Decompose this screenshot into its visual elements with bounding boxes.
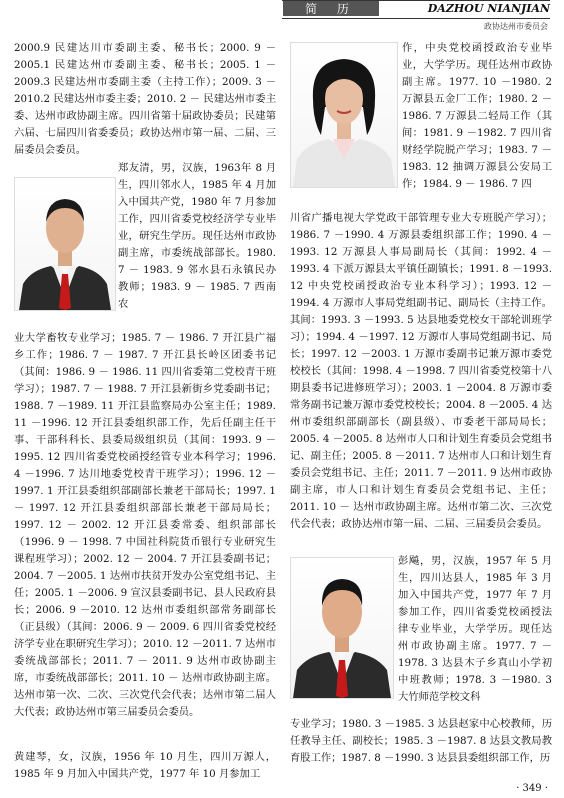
section-tab [283, 1, 379, 16]
portrait-image [15, 178, 115, 310]
portrait-image [291, 43, 397, 187]
yearbook-title: DAZHOU NIANJIAN [427, 2, 550, 15]
left-para-3: 黄建琴，女，汉族，1956 年 10 月生，四川万源人，1985 年 9 月加入中国共产党，1977 年 10 月参加工 [14, 751, 276, 780]
right-para-2a: 彭飚，男，汉族，1957 年 5 月生，四川达县人，1985 年 3 月加入中国共产党，1977 年 7 月参加工作，四川省委党校函授法律专业毕业，大学学历。现任达州市政协副主席。1977. 7 －1978. 3 达县木子乡真山小学初中班教师；1978. 3 －1980. 3 大竹师范学校文科 [398, 555, 552, 703]
right-para-1b: 川省广播电视大学党政干部管理专业大专班脱产学习）；1986. 7 －1990. 4 万源县委组织部工作；1990. 4 －1993. 12 万源县人事局副局长（其间：1992. 4 － 1993. 4 下派万源县太平镇任副镇长；1991. 8 －1993. 12 中央党校函授政治专业本科学习）；1993. 12 － 1994. 4 万源市人事局党组副书记、副局长（主持工作。其间：1993. 3 －1993. 5 达县地委党校女干部轮训班学习）；1994. 4 －1997. 12 万源市人事局党组副书记、局长；1997. 12 －2003. 1 万源市委副书记兼万源市委党校校长（其间：1998. 4 －1998. 7 四川省委党校第十八期县委书记进修班学习）；2003. 1 －2004. 8 万源市委常务副书记兼万源市委党校校长；2004. 8 －2005. 4 达州市委组织部副部长（副县级）、市委老干部局局长；2005. 4 －2005. 8 达州市人口和计划生育委员会党组书记、副主任；2005. 8 －2011. 7 达州市人口和计划生育委员会党组书记、主任；2011. 7 －2011. 9 达州市政协副主席，市人口和计划生育委员会党组书记、主任；2011. 10 － 达州市政协副主席。达州市第二次、三次党代会代表；政协达州市第一届、二届、三届委员会委员。 [290, 212, 552, 530]
right-para-1a: 作，中央党校函授政治专业毕业，大学学历。现任达州市政协副主席。1977. 10 －1980. 2 万源县五金厂工作；1980. 2 －1986. 7 万源县二轻局工作（其间：1981. 9 －1982. 7 四川省财经学院脱产学习；1983. 7 －1983. 12 抽调万源县公安局工作；1984. 9 － 1986. 7 四 [402, 42, 552, 190]
left-para-2b: 业大学畜牧专业学习；1985. 7 － 1986. 7 开江县广福乡工作；1986. 7 － 1987. 7 开江县长岭区团委书记（其间：1986. 9 － 1986. 11 四川省委第二党校青干班学习）；1987. 7 － 1988. 7 开江县新街乡党委副书记；1988. 7 －1989. 11 开江县监察局办公室主任；1989. 11 －1996. 12 开江县委组织部工作，先后任副主任干事、干部科科长、县委局级组织员（其间：1993. 9 － 1995. 12 四川省委党校函授经管专业本科学习；1996. 4 －1996. 7 达川地委党校青干班学习）；1996. 12 －1997. 1 开江县委组织部副部长兼老干部局长；1997. 1 － 1997. 12 开江县委组织部部长兼老干部局局长；1997. 12 － 2002. 12 开江县委常委、组织部部长（1996. 9 － 1998. 7 中国社科院货币银行专业研究生课程班学习）；2002. 12 － 2004. 7 开江县委副书记；2004. 7 －2005. 1 达州市扶贫开发办公室党组书记、主任；2005. 1 －2006. 9 宣汉县委副书记、县人民政府县长；2006. 9 －2010. 12 达州市委组织部常务副部长（正县级）（其间：2006. 9 － 2009. 6 四川省委党校经济学专业在职研究生学习）；2010. 12 －2011. 7 达州市委统战部部长；2011. 7 － 2011. 9 达州市政协副主席，市委统战部部长；2011. 10 － 达州市政协副主席。达州市第一次、二次、三次党代会代表；达州市第二届人大代表；政协达州市第三届委员会委员。 [14, 332, 276, 718]
left-para-1: 2000.9 民建达川市委副主委、秘书长；2000. 9 － 2005.1 民建达州市委副主委、秘书长；2005. 1 － 2009.3 民建达州市委副主委（主持工作）；2009. 3 － 2010.2 民建达州市委主委；2010. 2 － 民建达州市委主委、达州市政协副主席。四川省第十届政协委员；民建第六届、七届四川省委委员；政协达州市第一届、二届、三届委员会委员。 [14, 42, 276, 156]
portrait-peng-biao [290, 557, 394, 699]
portrait-image [291, 558, 393, 698]
header-subtitle: 政协达州市委员会 [484, 22, 548, 31]
portrait-zheng-youqing [14, 177, 116, 311]
section-label: 简 历 [305, 2, 357, 16]
page-number: · 349 · [516, 783, 548, 794]
left-para-2a: 郑友清，男，汉族，1963年 8 月生，四川邻水人，1985 年 4 月加入中国共产党，1980 年 7 月参加工作，四川省委党校经济学专业毕业，研究生学历。现任达州市政协副主席，市委统战部部长。1980. 7 － 1983. 9 邻水县石永镇民办教师；1983. 9 － 1985. 7 西南农 [118, 162, 276, 310]
right-para-2b: 专业学习；1980. 3 －1985. 3 达县赵家中心校教师，历任教导主任、副校长；1985. 3 －1987. 8 达县文教局教育股工作；1987. 8 －1990. 3 达县县委组织部工作，历 [290, 718, 552, 764]
portrait-huang-jianqin [290, 42, 398, 188]
